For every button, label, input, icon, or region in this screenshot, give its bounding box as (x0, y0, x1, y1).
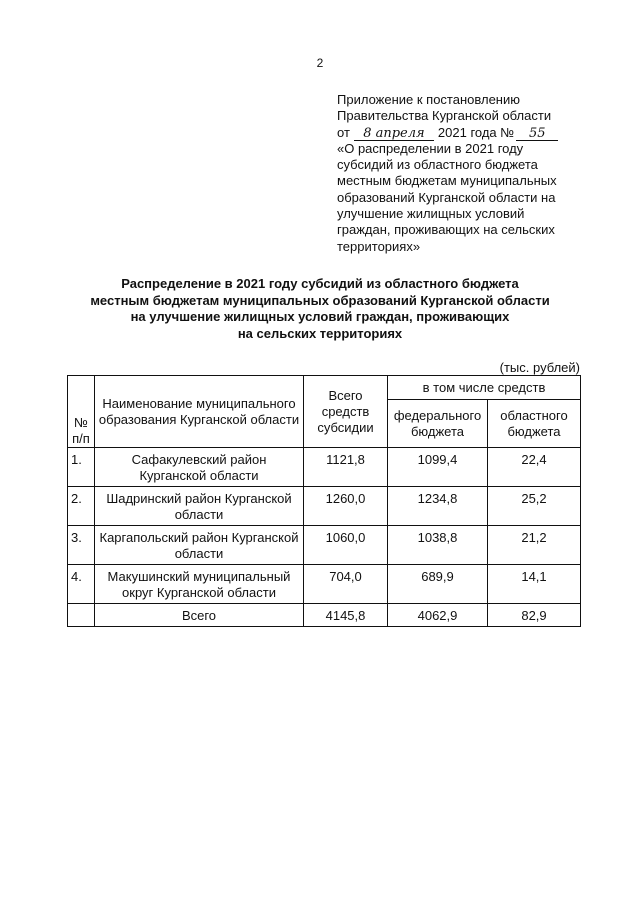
row-federal: 1234,8 (388, 487, 488, 526)
title-line: местным бюджетам муниципальных образований Курганской области (90, 292, 550, 308)
handwritten-number: 55 (516, 127, 558, 141)
annex-line: граждан, проживающих на сельских (337, 222, 555, 238)
annex-line: Приложение к постановлению (337, 92, 520, 107)
total-num-empty (68, 604, 95, 627)
row-name: Каргапольский район Курганской области (95, 526, 304, 565)
row-total: 1260,0 (304, 487, 388, 526)
row-regional: 21,2 (488, 526, 581, 565)
annex-block (337, 92, 597, 255)
title-line: на улучшение жилищных условий граждан, проживающих (130, 309, 510, 324)
annex-line: улучшение жилищных условий (337, 206, 525, 222)
row-num: 3. (68, 526, 95, 565)
annex-line: Правительства Курганской области (337, 108, 552, 124)
annex-year-text: 2021 года № (437, 124, 515, 140)
annex-line: образований Курганской области на (337, 189, 556, 205)
row-regional: 14,1 (488, 565, 581, 604)
header-name: Наименование муниципального образования Курганской области (95, 376, 304, 448)
row-name: Макушинский муниципальный округ Курганской области (95, 565, 304, 604)
title-line: на сельских территориях (237, 325, 403, 341)
row-regional: 22,4 (488, 448, 581, 487)
header-federal: федерального бюджета (388, 400, 488, 448)
title-line: Распределение в 2021 году субсидий из областного бюджета (121, 276, 519, 291)
table-row (68, 487, 581, 526)
table-total-row (68, 604, 581, 627)
total-total: 4145,8 (304, 604, 388, 627)
annex-date-line (337, 125, 597, 141)
annex-line: территориях» (337, 238, 421, 254)
subsidy-table (67, 375, 581, 627)
row-num: 1. (68, 448, 95, 487)
row-federal: 689,9 (388, 565, 488, 604)
row-name: Шадринский район Курганской области (95, 487, 304, 526)
row-total: 1060,0 (304, 526, 388, 565)
page-number: 2 (316, 56, 324, 70)
table-row (68, 448, 581, 487)
header-regional: областного бюджета (488, 400, 581, 448)
annex-line: местным бюджетам муниципальных (337, 173, 557, 189)
header-num: № п/п (68, 376, 95, 448)
annex-date-prefix: от (337, 124, 350, 140)
annex-line: субсидий из областного бюджета (337, 157, 538, 173)
row-federal: 1099,4 (388, 448, 488, 487)
header-including: в том числе средств (388, 376, 581, 400)
annex-line: «О распределении в 2021 году (337, 140, 524, 156)
row-num: 4. (68, 565, 95, 604)
total-regional: 82,9 (488, 604, 581, 627)
total-federal: 4062,9 (388, 604, 488, 627)
header-total: Всего средств субсидии (304, 376, 388, 448)
table-row (68, 565, 581, 604)
handwritten-date: 8 апреля (354, 127, 434, 141)
unit-label: (тыс. рублей) (499, 360, 580, 375)
row-federal: 1038,8 (388, 526, 488, 565)
row-total: 1121,8 (304, 448, 388, 487)
row-regional: 25,2 (488, 487, 581, 526)
total-label: Всего (95, 604, 304, 627)
row-name: Сафакулевский район Курганской области (95, 448, 304, 487)
row-total: 704,0 (304, 565, 388, 604)
document-title (60, 276, 580, 342)
table-row (68, 526, 581, 565)
row-num: 2. (68, 487, 95, 526)
